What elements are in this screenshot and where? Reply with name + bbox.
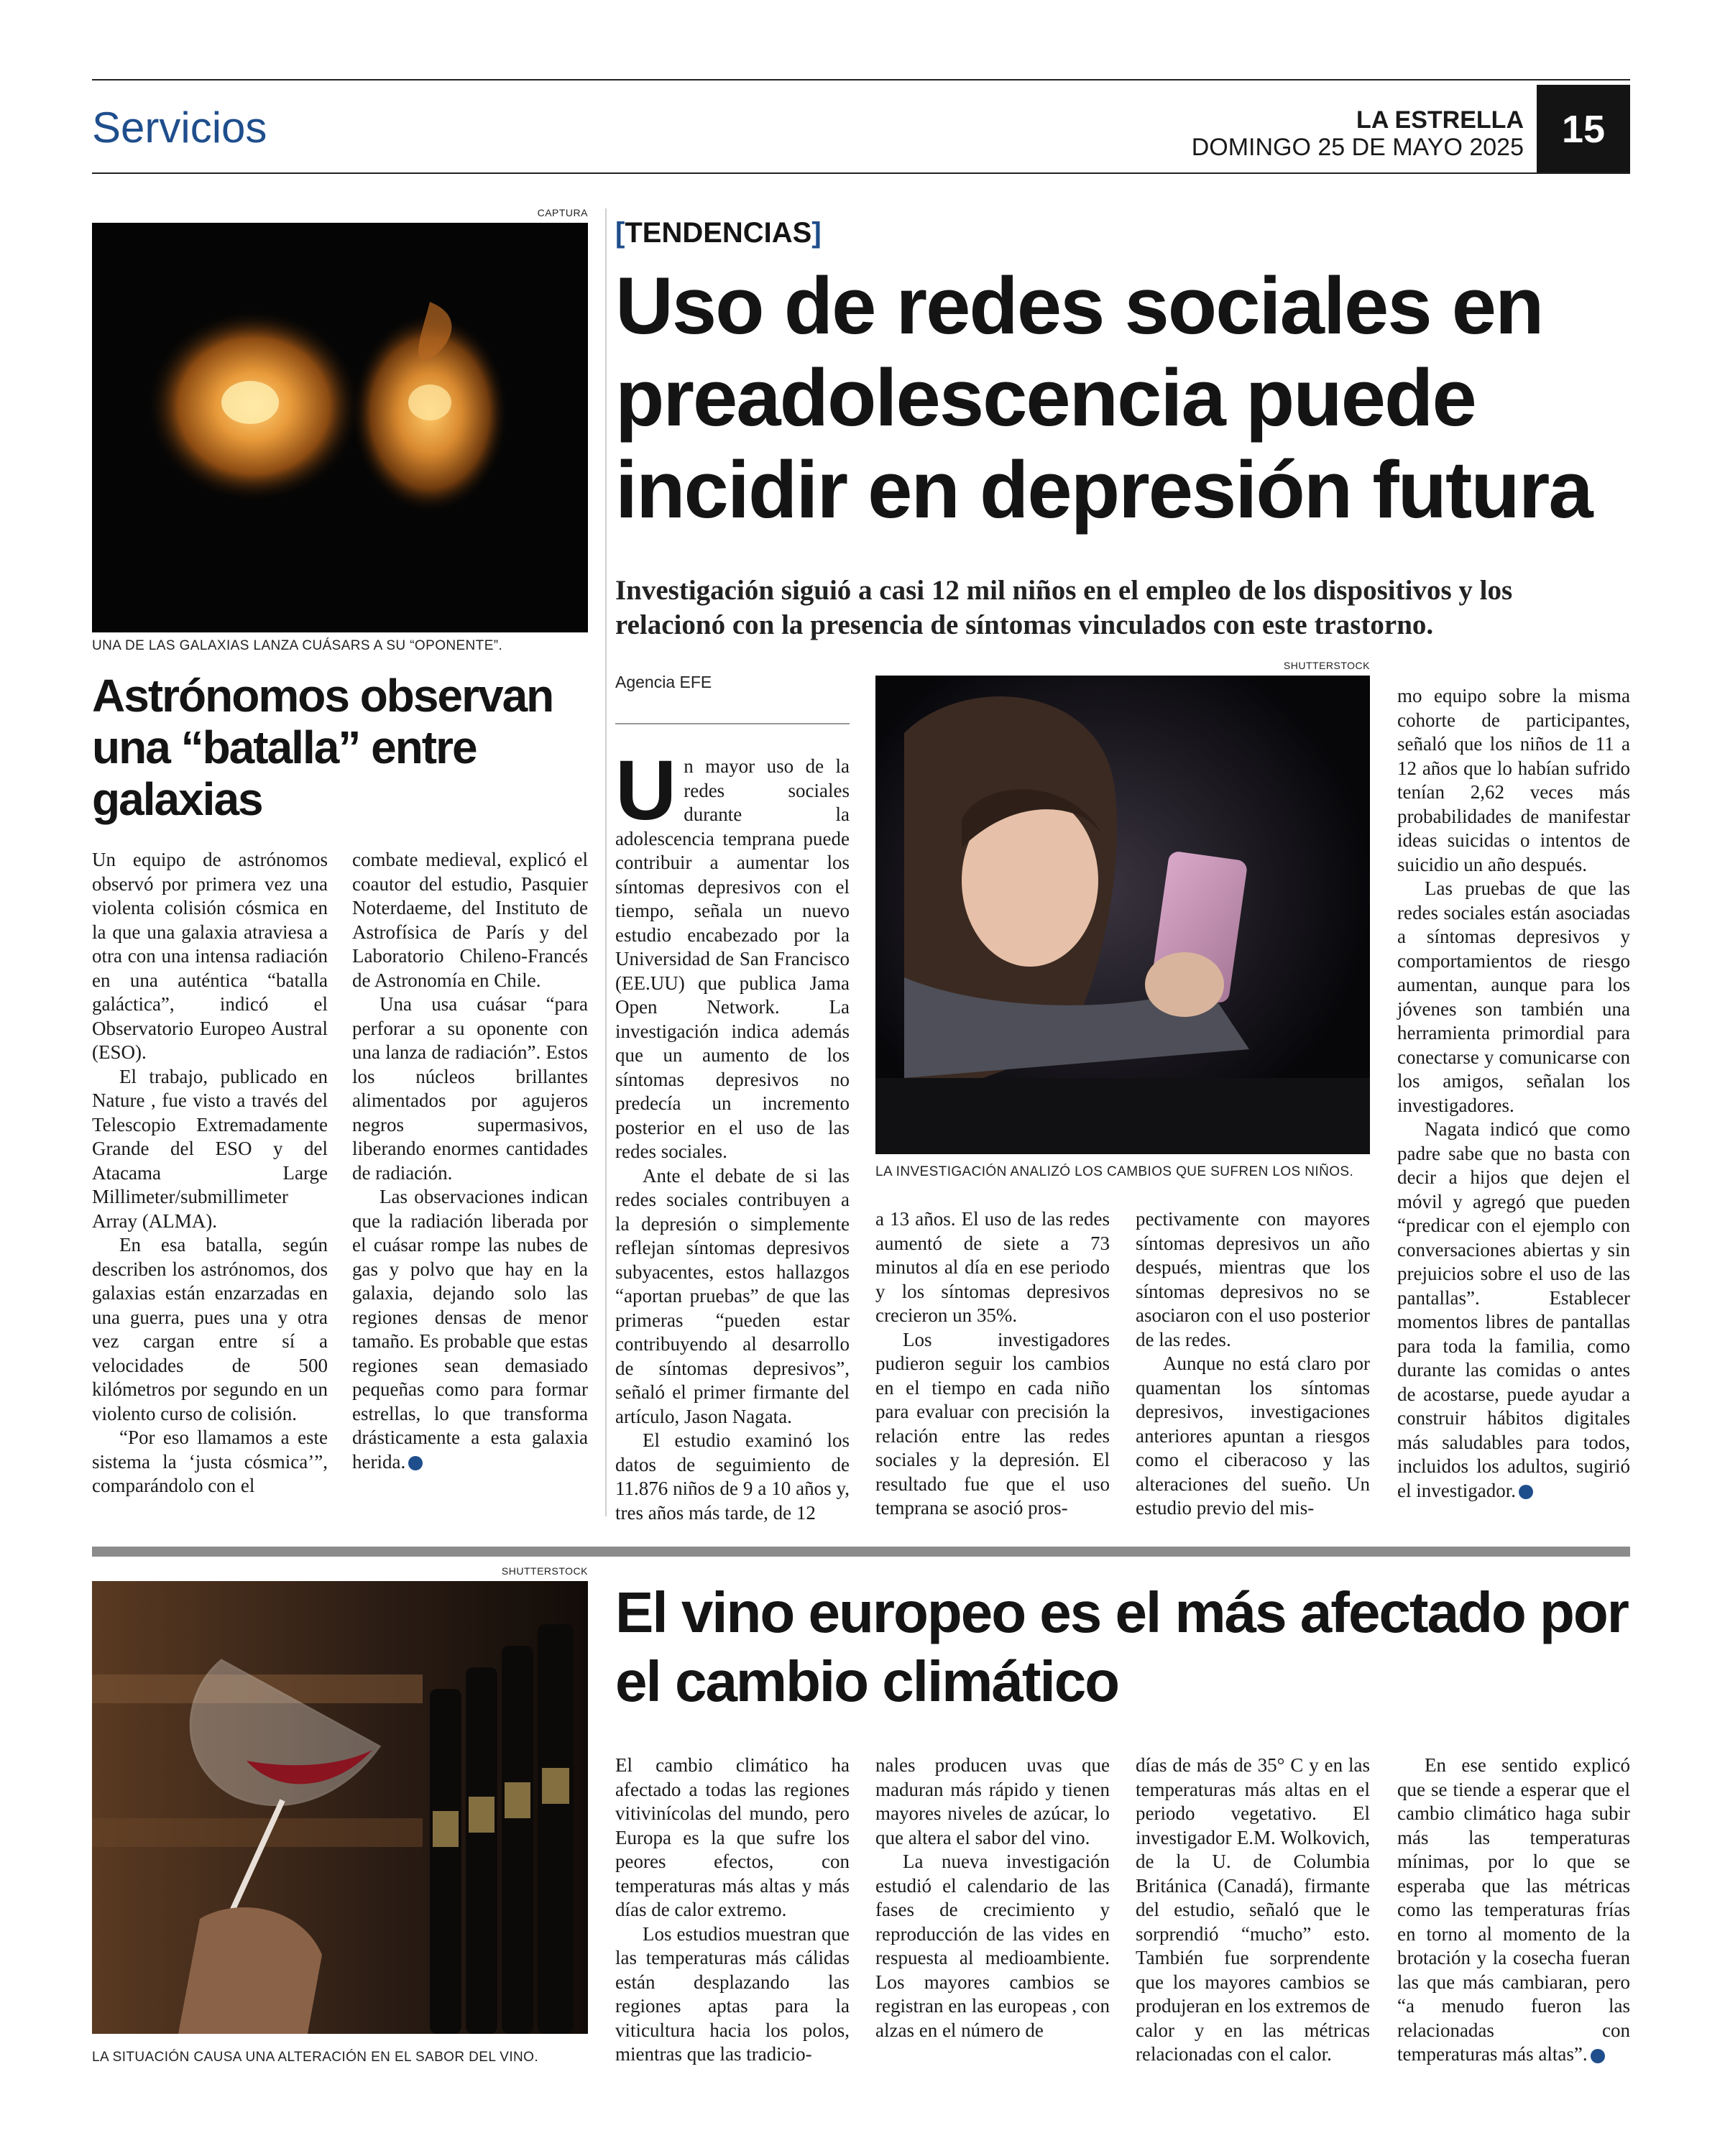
social-deck: Investigación siguió a casi 12 mil niños en el empleo de los dispositivos y los relacionó con la presencia de síntomas vinculados con este trastorno. [615, 575, 1513, 640]
wine-column-1 [615, 1754, 850, 2067]
social-column-2 [875, 1207, 1110, 1521]
paragraph: En ese sentido explicó que se tiende a esperar que el cambio climático haga subir más las temperaturas mínimas, por lo que se esperaba que las métricas como las temperaturas frías en torno al momento de la brotación y la cosecha fueran las que más cambiaran, pero “a menudo fueron las relacionadas con temperaturas más altas”. ➜ [1397, 1754, 1630, 2065]
paragraph: mo equipo sobre la misma cohorte de participantes, señaló que los niños de 11 a 12 años que lo habían sufrido tenían 2,62 veces más probabilidades de manifestar ideas suicidas o intentos de suicidio un año después. [1397, 685, 1630, 875]
paragraph: La nueva investigación estudió el calendario de las fases de crecimiento y reproducción de las vides en respuesta al medioambiente. Los mayores cambios se registran en las europeas , con alzas en el número de [875, 1851, 1110, 2041]
end-mark-icon: ➜ [1519, 1485, 1533, 1499]
end-mark-icon: ➜ [1591, 2049, 1605, 2063]
wine-column-2 [875, 1754, 1110, 2042]
wine-image [92, 1581, 588, 2034]
paragraph: Aunque no está claro por quamentan los síntomas depresivos, investigaciones anteriores apuntan a riesgos como el ciberacoso y las alteraciones del sueño. Un estudio previo del mis- [1136, 1353, 1370, 1519]
paragraph: Los investigadores pudieron seguir los cambios en el tiempo en cada niño para evaluar con precisión la relación entre las redes sociales y la depresión. El resultado fue que el uso temprana se asoció pros- [875, 1328, 1110, 1519]
girl-caption: LA INVESTIGACIÓN ANALIZÓ LOS CAMBIOS QUE SUFREN LOS NIÑOS. [875, 1164, 1354, 1179]
social-column-4 [1397, 684, 1630, 1503]
social-column-3 [1136, 1207, 1370, 1521]
paragraph: Nagata indicó que como padre sabe que no basta con decir a hijos que dejen el móvil y agregó que pueden “predicar con el ejemplo con conversaciones abiertas y sin prejuicios sobre el uso de las pantallas”. Establecer momentos libres de pantallas para toda la familia, como durante las comidas o antes de acostarse, puede ayudar a construir hábitos digitales más saludables para todos, incluidos los adultos, sugirió el investigador. ➜ [1397, 1118, 1630, 1501]
paragraph: Las pruebas de que las redes sociales están asociadas a síntomas depresivos y comportamientos de riesgo aumentan, aunque para los jóvenes son también una herramienta primordial para conectarse y comunicarse con los amigos, señalan los investigadores. [1397, 877, 1630, 1116]
paragraph: El trabajo, publicado en Nature , fue visto a través del Telescopio Extremadamente Grande del ESO y del Atacama Large Millimeter/submillimeter Array (ALMA). [92, 1065, 328, 1232]
publication-info [1092, 108, 1524, 160]
drop-cap: U [615, 743, 677, 838]
paragraph: El cambio climático ha afectado a todas las regiones vitivinícolas del mundo, pero Europa es la que sufre los peores efectos, con temperaturas más altas y más días de calor extremo. [615, 1754, 850, 1920]
paragraph: nales producen uvas que maduran más rápido y tienen mayores niveles de azúcar, lo que altera el sabor del vino. [875, 1754, 1110, 1848]
byline: Agencia EFE [615, 673, 712, 691]
galaxy-image [92, 223, 588, 632]
paragraph: El estudio examinó los datos de seguimiento de 11.876 niños de 9 a 10 años y, tres años más tarde, de 12 [615, 1429, 850, 1524]
galaxy-headline: Astrónomos observan una “batalla” entre galaxias [92, 670, 553, 825]
wine-glass-photo [92, 1581, 588, 2034]
wine-column-3 [1136, 1754, 1370, 2067]
galaxy-photo-credit: CAPTURA [537, 207, 588, 218]
byline-rule [615, 723, 850, 724]
galaxy-photo [92, 223, 588, 632]
wine-caption: LA SITUACIÓN CAUSA UNA ALTERACIÓN EN EL SABOR DEL VINO. [92, 2050, 539, 2065]
galaxy-column-2 [352, 848, 588, 1474]
paragraph: días de más de 35° C y en las temperaturas más altas en el periodo vegetativo. El investigador E.M. Wolkovich, de la U. de Columbia Británica (Canadá), firmante del estudio, señaló que le sorprendió “mucho” esto. También fue sorprendente que los mayores cambios se produjeran en los extremos de calor y en las métricas relacionadas con el calor. [1136, 1754, 1370, 2065]
section-separator [92, 1547, 1630, 1557]
header-bottom-rule [92, 172, 1630, 174]
kicker-label: TENDENCIAS [625, 217, 812, 249]
publication-name: LA ESTRELLA [1356, 106, 1524, 134]
header-top-rule [92, 79, 1630, 80]
paragraph: Un mayor uso de la redes sociales durante la adolescencia temprana puede contribuir a aumentar los síntomas depresivos con el tiempo, señala un nuevo estudio encabezado por la Universidad de San Francisco (EE.UU) que publica Jama Open Network. La investigación indica además que un aumento de los síntomas depresivos no predecía un incremento posterior en el uso de las redes sociales. [615, 743, 850, 1162]
paragraph: Una usa cuásar “para perforar a su oponente con una lanza de radiación”. Estos los núcleos brillantes alimentados por agujeros negros supermasivos, liberando enormes cantidades de radiación. [352, 993, 588, 1184]
paragraph: a 13 años. El uso de las redes aumentó de siete a 73 minutos al día en ese periodo y los síntomas depresivos crecieron un 35%. [875, 1208, 1110, 1326]
girl-phone-photo [875, 676, 1370, 1154]
column-divider [605, 208, 607, 1516]
section-title: Servicios [92, 103, 267, 152]
paragraph: pectivamente con mayores síntomas depresivos un año después, mientras que los síntomas depresivos no se asociaron con el uso posterior de las redes. [1136, 1208, 1370, 1350]
social-headline: Uso de redes sociales en preadolescencia puede incidir en depresión futura [615, 261, 1592, 535]
end-mark-icon: ➜ [408, 1456, 423, 1470]
wine-headline: El vino europeo es el más afectado por el cambio climático [615, 1580, 1628, 1713]
paragraph: combate medieval, explicó el coautor del estudio, Pasquier Noterdaeme, del Instituto de Astrofísica de París y del Laboratorio Chileno-Francés de Astronomía en Chile. [352, 849, 588, 991]
paragraph: Los estudios muestran que las temperaturas más cálidas están desplazando las regiones aptas para la viticultura hacia los polos, mientras que las tradicio- [615, 1922, 850, 2065]
paragraph: En esa batalla, según describen los astrónomos, dos galaxias están enzarzadas en una guerra, pues una y otra vez cargan entre sí a velocidades de 500 kilómetros por segundo en un violento curso de colisión. [92, 1234, 328, 1424]
publication-date: DOMINGO 25 DE MAYO 2025 [1191, 134, 1524, 161]
social-column-1 [615, 743, 850, 1525]
paragraph: Ante el debate de si las redes sociales contribuyen a la depresión o simplemente reflejan síntomas depresivos subyacentes, estos hallazgos “aportan pruebas” de que las primeras “pueden estar contribuyendo al desarrollo de síntomas depresivos”, señaló el primer firmante del artículo, Jason Nagata. [615, 1164, 850, 1427]
wine-photo-credit: SHUTTERSTOCK [501, 1565, 588, 1577]
girl-photo-credit: SHUTTERSTOCK [1283, 660, 1370, 671]
page-number: 15 [1537, 85, 1630, 174]
kicker: [TENDENCIAS] [615, 217, 822, 249]
galaxy-caption: UNA DE LAS GALAXIAS LANZA CUÁSARS A SU “OPONENTE”. [92, 638, 503, 653]
galaxy-column-1 [92, 848, 328, 1498]
paragraph: “Por eso llamamos a este sistema la ‘justa cósmica’”, comparándolo con el [92, 1427, 328, 1496]
girl-image [875, 676, 1370, 1154]
paragraph: Un equipo de astrónomos observó por primera vez una violenta colisión cósmica en la que una galaxia atraviesa a otra con una intensa radiación en una auténtica “batalla galáctica”, indicó el Observatorio Europeo Austral (ESO). [92, 849, 328, 1063]
wine-column-4 [1397, 1754, 1630, 2067]
paragraph: Las observaciones indican que la radiación liberada por el cuásar rompe las nubes de gas y polvo que hay en la galaxia, dejando solo las regiones densas de menor tamaño. Es probable que estas regiones sean demasiado pequeñas como para formar estrellas, lo que transforma drásticamente a esta galaxia herida. ➜ [352, 1186, 588, 1473]
